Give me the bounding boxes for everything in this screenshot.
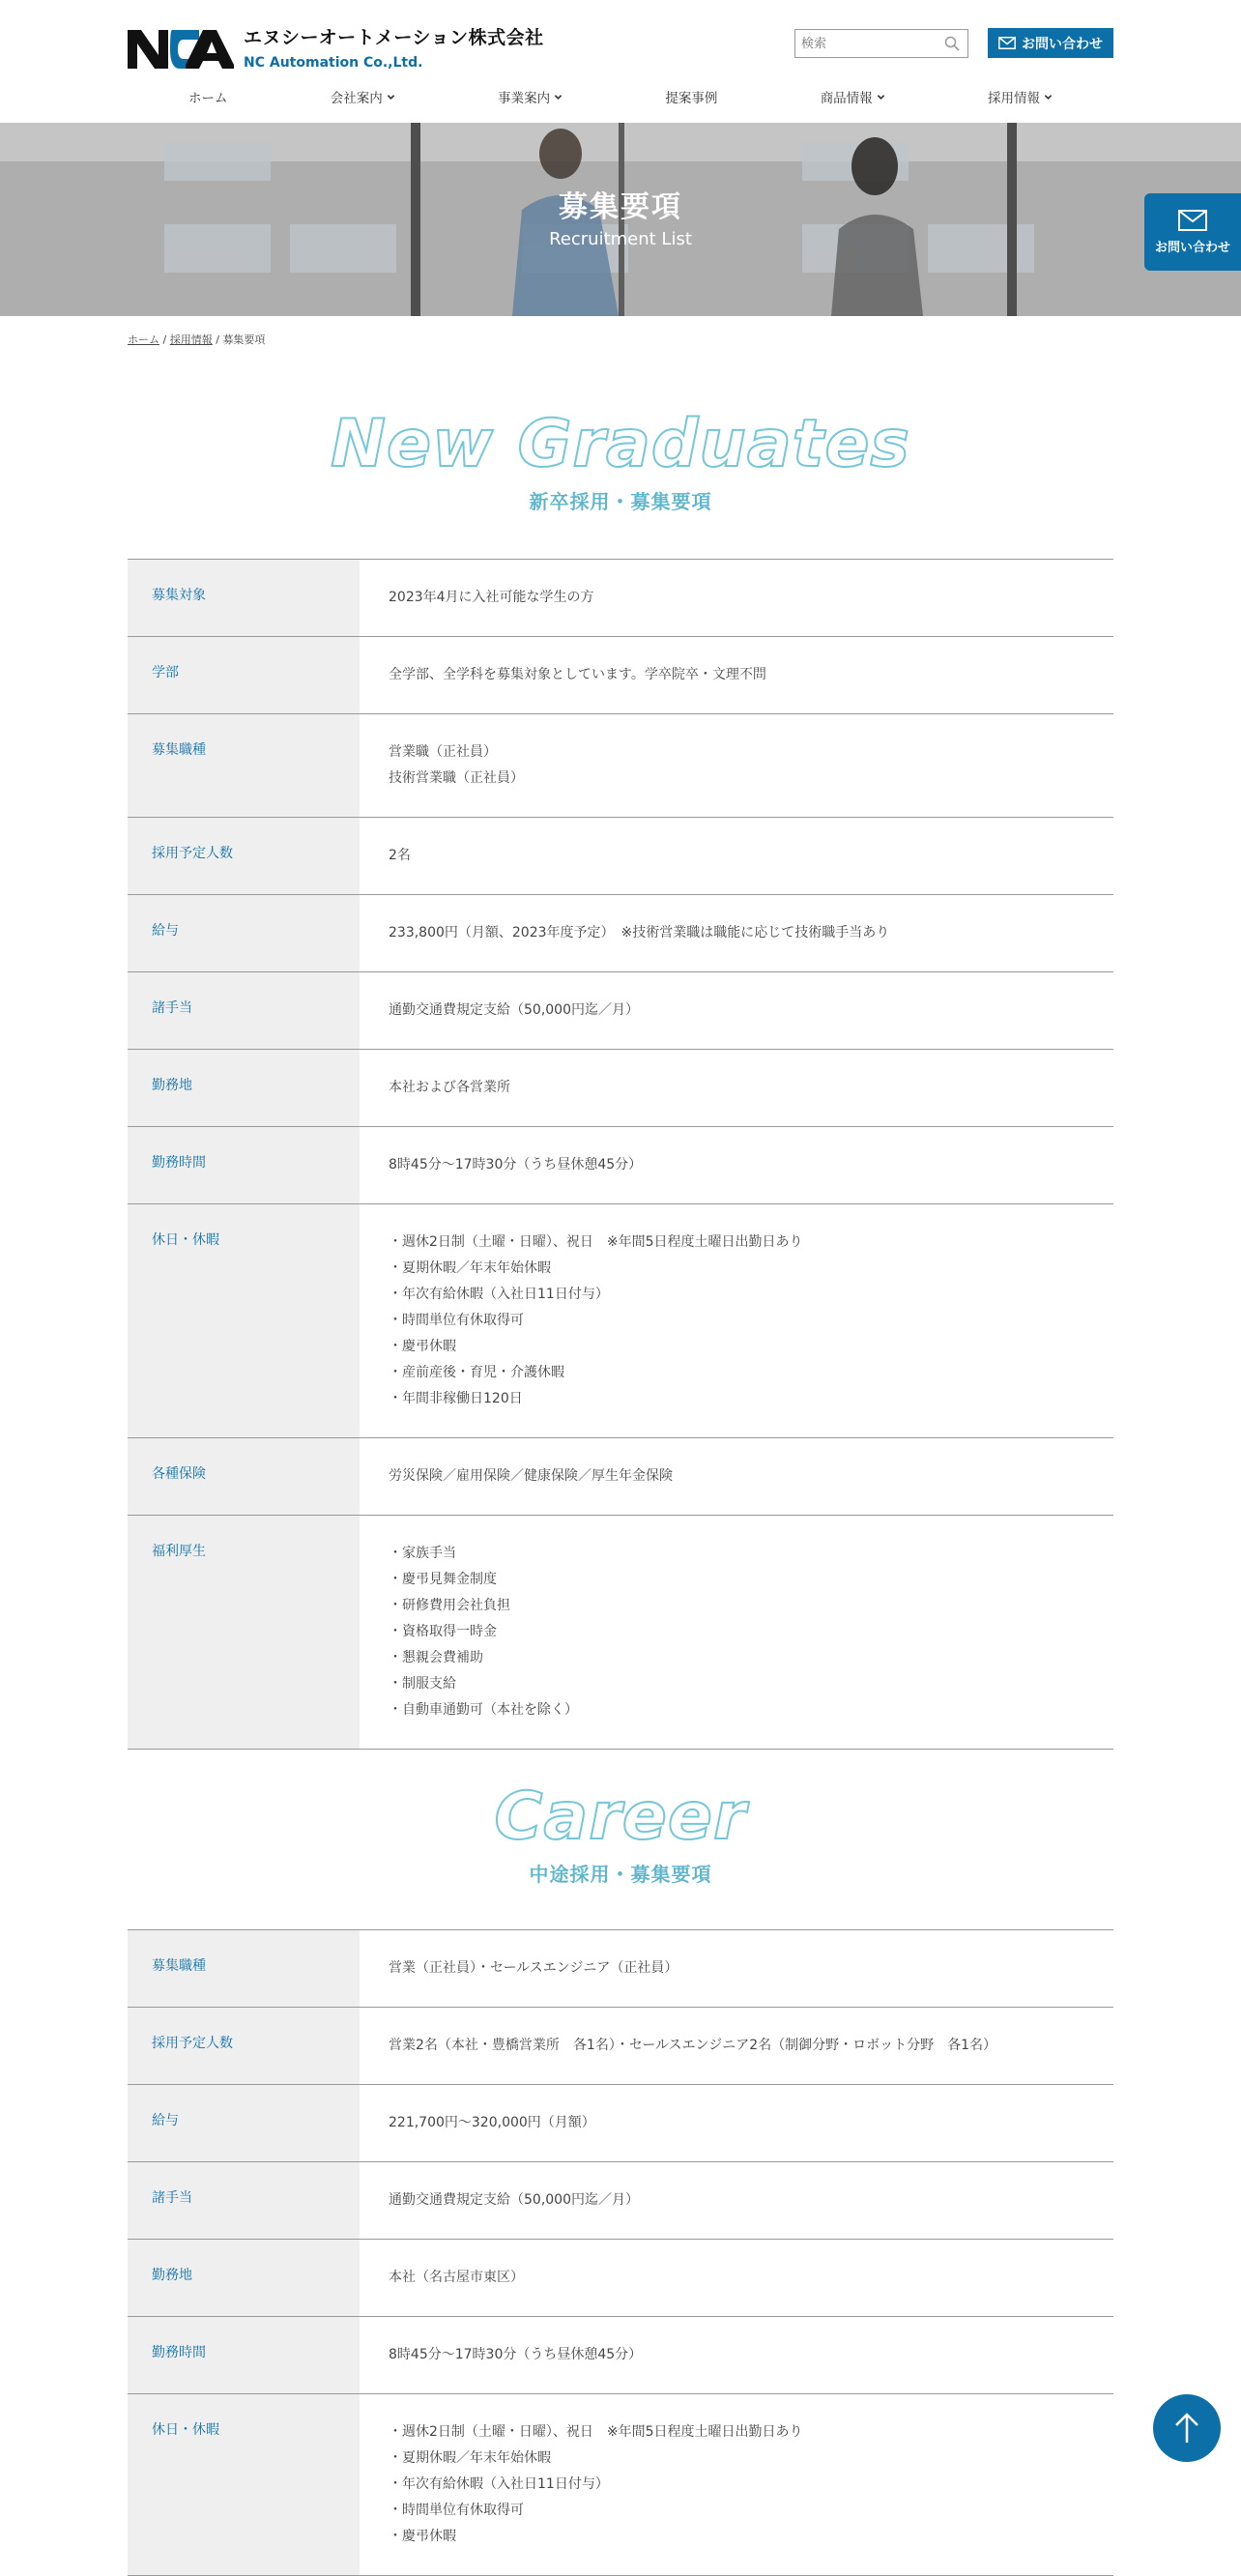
- table-row: [128, 1930, 1113, 2008]
- table-value-line: ・制服支給: [389, 1676, 456, 1692]
- table-value-line: ・週休2日制（土曜・日曜）、祝日 ※年間5日程度土曜日出勤日あり: [389, 2424, 803, 2440]
- table-value-line: ・懇親会費補助: [389, 1650, 483, 1665]
- page-title: 募集要項: [559, 190, 682, 224]
- nav-item-label: 採用情報: [987, 91, 1040, 106]
- table-row-label: 募集対象: [128, 560, 360, 636]
- table-row: [128, 637, 1113, 714]
- table-row-value: [360, 818, 1113, 894]
- table-value-line: 通勤交通費規定支給（50,000円迄／月）: [389, 1002, 639, 1018]
- table-value-line: 営業2名（本社・豊橋営業所 各1名）・セールスエンジニア2名（制御分野・ロボット分野 各1名）: [389, 2038, 997, 2053]
- table-row: [128, 1050, 1113, 1127]
- table-row: [128, 2008, 1113, 2085]
- table-row-value: [360, 637, 1113, 713]
- table-row-value: [360, 2240, 1113, 2316]
- table-value-line: 技術営業職（正社員）: [389, 770, 524, 786]
- table-row-label: 休日・休暇: [128, 2394, 360, 2575]
- table-value-line: 労災保険／雇用保険／健康保険／厚生年金保険: [389, 1468, 673, 1484]
- search-icon[interactable]: [944, 36, 960, 51]
- breadcrumb-recruit-link[interactable]: 採用情報: [169, 333, 213, 346]
- table-value-line: ・資格取得一時金: [389, 1624, 497, 1639]
- table-row-value: [360, 1127, 1113, 1203]
- breadcrumb-current: 募集要項: [222, 333, 266, 346]
- table-row: [128, 1127, 1113, 1204]
- section-title-en: New Graduates: [331, 406, 910, 482]
- table-value-line: ・慶弔休暇: [389, 2529, 456, 2544]
- table-row-label: 諸手当: [128, 2162, 360, 2239]
- table-value-line: 本社および各営業所: [389, 1080, 510, 1095]
- side-contact-button[interactable]: [1144, 193, 1241, 271]
- page-subtitle: Recruitment List: [549, 229, 692, 249]
- nav-item-label: 事業案内: [498, 91, 551, 106]
- table-row-label: 学部: [128, 637, 360, 713]
- table-value-line: ・家族手当: [389, 1546, 456, 1561]
- table-value-line: 通勤交通費規定支給（50,000円迄／月）: [389, 2192, 639, 2208]
- search-input[interactable]: [795, 30, 931, 57]
- section-title-jp: 新卒採用・募集要項: [529, 490, 712, 513]
- table-value-line: 本社（名古屋市東区）: [389, 2270, 524, 2285]
- table-row: [128, 895, 1113, 972]
- table-value-line: ・年次有給休暇（入社日11日付与）: [389, 2476, 609, 2492]
- table-row-value: [360, 1516, 1113, 1749]
- table-value-line: 8時45分～17時30分（うち昼休憩45分）: [389, 1157, 643, 1172]
- nav-item-label: 提案事例: [665, 91, 718, 106]
- nav-item-cases[interactable]: [665, 87, 717, 106]
- table-row-value: [360, 2317, 1113, 2393]
- nav-item-home[interactable]: [188, 87, 228, 106]
- breadcrumb: [128, 332, 265, 347]
- table-value-line: 2名: [389, 848, 411, 863]
- table-row: [128, 2240, 1113, 2317]
- table-row: [128, 714, 1113, 818]
- table-value-line: ・産前産後・育児・介護休暇: [389, 1365, 564, 1380]
- table-value-line: ・週休2日制（土曜・日曜）、祝日 ※年間5日程度土曜日出勤日あり: [389, 1234, 803, 1250]
- table-row-label: 採用予定人数: [128, 2008, 360, 2084]
- mail-icon: [998, 37, 1016, 49]
- site-header: [0, 0, 1241, 123]
- scroll-to-top-button[interactable]: [1153, 2394, 1221, 2462]
- nav-item-company[interactable]: [331, 87, 395, 106]
- nca-logo-icon: [128, 26, 234, 69]
- section-title-jp: 中途採用・募集要項: [529, 1863, 712, 1886]
- table-row: [128, 972, 1113, 1050]
- breadcrumb-separator: /: [216, 333, 219, 346]
- table-value-line: ・時間単位有休取得可: [389, 1313, 524, 1328]
- table-row: [128, 2394, 1113, 2576]
- new-graduates-heading: [0, 406, 1241, 514]
- table-row: [128, 2162, 1113, 2240]
- nav-item-label: 商品情報: [820, 91, 873, 106]
- table-row-label: 勤務地: [128, 1050, 360, 1126]
- table-row-label: 各種保険: [128, 1438, 360, 1515]
- table-row-value: [360, 2162, 1113, 2239]
- table-value-line: 営業（正社員）・セールスエンジニア（正社員）: [389, 1960, 678, 1976]
- table-value-line: ・自動車通勤可（本社を除く）: [389, 1702, 578, 1718]
- global-nav: [128, 77, 1113, 116]
- table-row-label: 諸手当: [128, 972, 360, 1049]
- table-value-line: 221,700円〜320,000円（月額）: [389, 2115, 595, 2130]
- hero-banner: [0, 123, 1241, 316]
- search-box: [794, 29, 968, 58]
- table-value-line: ・研修費用会社負担: [389, 1598, 510, 1613]
- company-name-en: NC Automation Co.,Ltd.: [244, 55, 423, 71]
- table-row-label: 福利厚生: [128, 1516, 360, 1749]
- table-value-line: ・時間単位有休取得可: [389, 2503, 524, 2518]
- table-value-line: ・夏期休暇／年末年始休暇: [389, 1260, 551, 1276]
- table-row-label: 給与: [128, 2085, 360, 2161]
- new-graduates-table: [128, 559, 1113, 1750]
- nav-item-label: 会社案内: [330, 91, 383, 106]
- table-row: [128, 2317, 1113, 2394]
- side-contact-label: お問い合わせ: [1154, 240, 1230, 255]
- table-value-line: ・慶弔休暇: [389, 1339, 456, 1354]
- arrow-up-icon: [1173, 2412, 1200, 2445]
- chevron-down-icon: [877, 93, 885, 101]
- table-row-value: [360, 560, 1113, 636]
- table-row: [128, 1438, 1113, 1516]
- table-row-value: [360, 1438, 1113, 1515]
- table-value-line: ・慶弔見舞金制度: [389, 1572, 497, 1587]
- table-value-line: 8時45分～17時30分（うち昼休憩45分）: [389, 2347, 643, 2362]
- table-row-value: [360, 2394, 1113, 2575]
- table-row-value: [360, 972, 1113, 1049]
- table-row: [128, 560, 1113, 637]
- table-row-label: 休日・休暇: [128, 1204, 360, 1437]
- table-row-value: [360, 1050, 1113, 1126]
- table-row: [128, 2085, 1113, 2162]
- table-row-value: [360, 2008, 1113, 2084]
- header-contact-button[interactable]: [988, 28, 1113, 58]
- table-row: [128, 1204, 1113, 1438]
- table-row-label: 募集職種: [128, 1930, 360, 2007]
- table-row: [128, 818, 1113, 895]
- nav-item-label: ホーム: [188, 91, 228, 106]
- table-row-label: 勤務地: [128, 2240, 360, 2316]
- nav-item-recruit[interactable]: [988, 87, 1053, 106]
- table-value-line: ・年間非稼働日120日: [389, 1391, 523, 1406]
- table-row: [128, 1516, 1113, 1750]
- table-value-line: ・年次有給休暇（入社日11日付与）: [389, 1287, 609, 1302]
- career-table: [128, 1929, 1113, 2576]
- table-row-label: 給与: [128, 895, 360, 971]
- table-row-value: [360, 1930, 1113, 2007]
- table-value-line: 営業職（正社員）: [389, 744, 497, 760]
- career-heading: [0, 1779, 1241, 1887]
- table-row-label: 勤務時間: [128, 2317, 360, 2393]
- table-value-line: 2023年4月に入社可能な学生の方: [389, 590, 594, 605]
- company-name-jp: エヌシーオートメーション株式会社: [244, 27, 544, 48]
- table-row-value: [360, 714, 1113, 817]
- table-row-value: [360, 2085, 1113, 2161]
- breadcrumb-home-link[interactable]: ホーム: [128, 333, 159, 346]
- company-logo[interactable]: [128, 23, 544, 71]
- table-row-label: 採用予定人数: [128, 818, 360, 894]
- mail-icon: [1178, 210, 1207, 231]
- nav-item-business[interactable]: [498, 87, 563, 106]
- table-value-line: 233,800円（月額、2023年度予定） ※技術営業職は職能に応じて技術職手当あり: [389, 925, 890, 941]
- chevron-down-icon: [1044, 93, 1053, 101]
- section-title-en: Career: [494, 1779, 747, 1855]
- breadcrumb-separator: /: [162, 333, 167, 346]
- chevron-down-icon: [554, 93, 563, 101]
- chevron-down-icon: [387, 93, 395, 101]
- table-value-line: 全学部、全学科を募集対象としています。学卒院卒・文理不問: [389, 667, 766, 682]
- table-row-label: 募集職種: [128, 714, 360, 817]
- table-row-value: [360, 1204, 1113, 1437]
- nav-item-products[interactable]: [821, 87, 885, 106]
- table-row-label: 勤務時間: [128, 1127, 360, 1203]
- header-contact-label: お問い合わせ: [1022, 36, 1103, 52]
- table-value-line: ・夏期休暇／年末年始休暇: [389, 2450, 551, 2466]
- table-row-value: [360, 895, 1113, 971]
